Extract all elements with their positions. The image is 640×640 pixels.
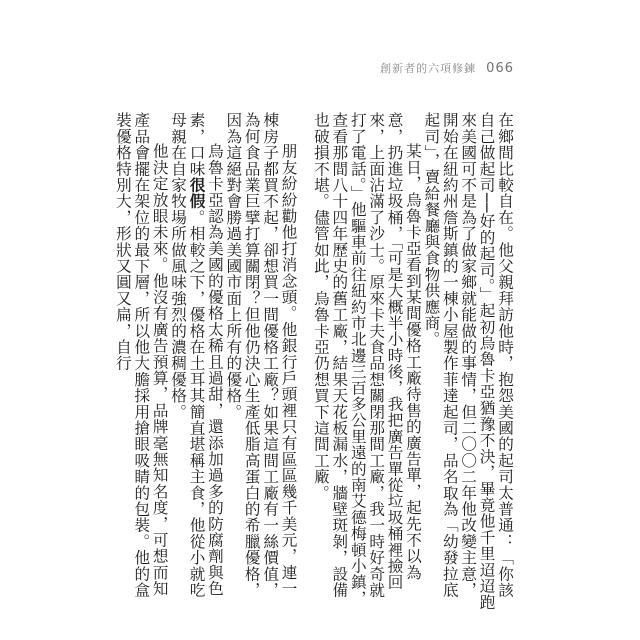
paragraph-4-after: 。相較之下，優格在土耳其簡直堪稱主食，他從小就吃母親在自家牧場所做風味強烈的濃稠優格。 bbox=[169, 112, 206, 599]
paragraph-5: 他決定放眼未來。他沒有廣告預算，品牌毫無知名度，可想而知產品會擺在架位的最下層，所以他大膽採用搶眼吸睛的包裝。他的盒裝優格特別大，形狀又圓又扁，自行 bbox=[113, 112, 169, 598]
paragraph-3: 朋友紛紛勸他打消念頭。他銀行戶頭裡只有區區幾千美元，連一棟房子都買不起，卻想買一間優格工廠？如果這間工廠有一絲價值，為何食品業巨擘打算關閉？但他仍決心生產低脂高蛋白的希臘優格，因為這絕對會勝過美國市面上所有的優格。 bbox=[224, 112, 298, 598]
body-text bbox=[113, 112, 514, 612]
emphasis-very-fake: 很假 bbox=[187, 176, 207, 210]
page-number: 066 bbox=[486, 61, 514, 76]
page-header bbox=[380, 60, 514, 76]
paragraph-4 bbox=[169, 112, 224, 612]
paragraph-4-before: 烏魯卡亞認為美國的優格太稀且過甜，還添加過多的防腐劑與色素，口味 bbox=[187, 112, 224, 597]
paragraph-2: 某日，烏魯卡亞看到某間優格工廠待售的廣告單，起先不以為意，扔進垃圾桶，「可是大概半小時後，我把廣告單從垃圾桶裡撿回來，上面沾滿了沙士。原來卡夫食品想關閉那間工廠，我一時好奇就打了電話。」他驅車前往紐約市北邊三百多公里遠的南艾德梅頓小鎮，查看那間八十四年歷史的舊工廠，結果天花板漏水，牆壁斑剝，設備也破損不堪。儘管如此，烏魯卡亞仍想買下這間工廠。 bbox=[311, 112, 422, 607]
book-title: 創新者的六項修鍊 bbox=[380, 62, 477, 75]
paragraph-1: 在鄉間比較自在。他父親拜訪他時，抱怨美國的起司太普通：「你該自己做起司──好的起司。」起初烏魯卡亞猶豫不決，畢竟他千里迢迢跑來美國可不是為了做家鄉就能做的事情，但二〇〇二年他改變主意，開始在紐約州詹斯鎮的一棟小屋製作菲達起司，品名取為「幼發拉底起司」，賣給餐廳與食物供應商。 bbox=[422, 112, 514, 611]
